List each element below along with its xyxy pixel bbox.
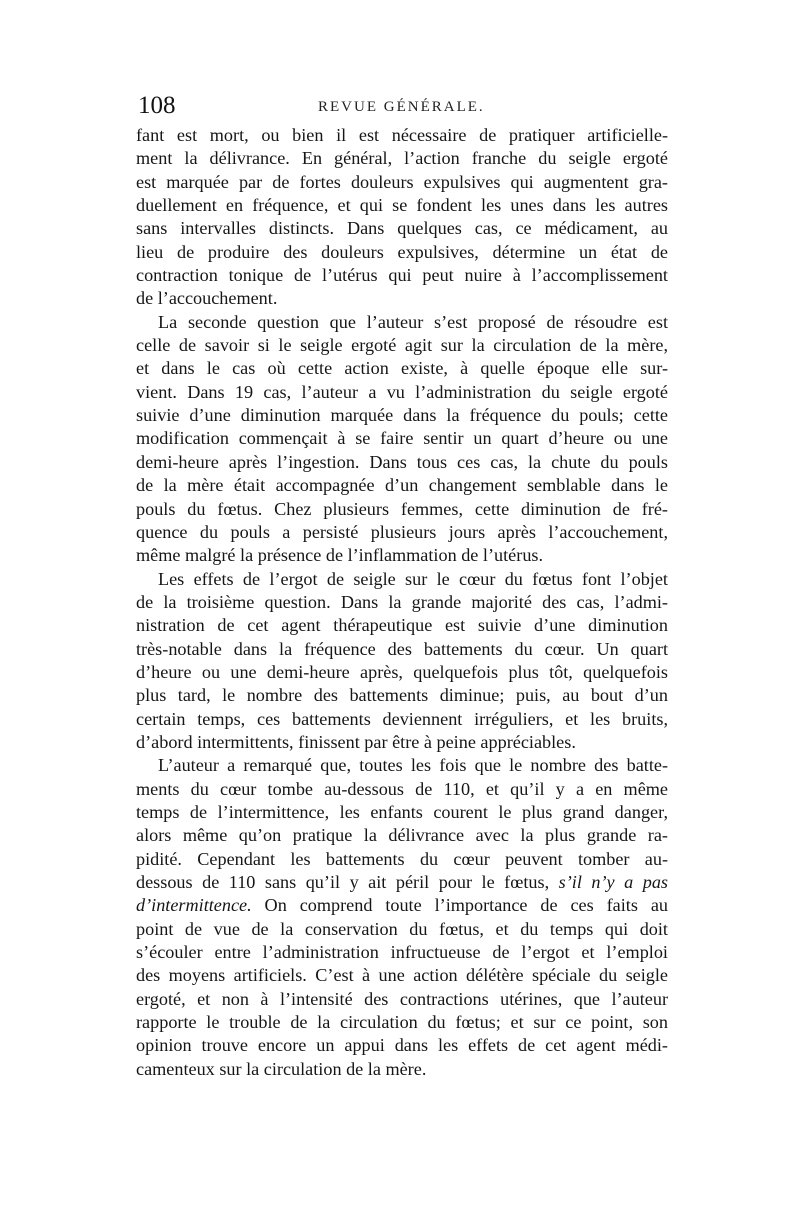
text-line: Les effets de l’ergot de seigle sur le cœur du fœtus font l’objet xyxy=(158,568,668,589)
page-header xyxy=(138,92,666,126)
text-line: de l’accouchement. xyxy=(136,288,278,309)
italic-text: s’il n’y a pas xyxy=(558,872,668,892)
text-line: celle de savoir si le seigle ergoté agit sur la circulation de la mère, xyxy=(136,335,668,356)
paragraph-3 xyxy=(136,568,668,755)
text-line: de la troisième question. Dans la grande majorité des cas, l’admi- xyxy=(136,591,668,612)
text-line: demi-heure après l’ingestion. Dans tous ces cas, la chute du pouls xyxy=(136,451,668,472)
text-line: ments du cœur tombe au-dessous de 110, et qu’il y a en même xyxy=(136,778,668,799)
text-run: dessous de 110 sans qu’il y ait péril pour le fœtus, xyxy=(136,872,559,892)
page-number: 108 xyxy=(138,92,176,119)
text-line: même malgré la présence de l’inflammation de l’utérus. xyxy=(136,545,544,566)
text-line: quence du pouls a persisté plusieurs jours après l’accouchement, xyxy=(136,521,668,542)
paragraph-2 xyxy=(136,311,668,568)
text-line: fant est mort, ou bien il est nécessaire de pratiquer artificielle- xyxy=(136,125,668,145)
text-line: sans intervalles distincts. Dans quelques cas, ce médicament, au xyxy=(136,218,668,239)
text-line: camenteux sur la circulation de la mère. xyxy=(136,1058,427,1079)
text-line: nistration de cet agent thérapeutique est suivie d’une diminution xyxy=(136,615,668,636)
text-line: des moyens artificiels. C’est à une action délétère spéciale du seigle xyxy=(136,965,668,986)
text-line: opinion trouve encore un appui dans les effets de cet agent médi- xyxy=(136,1035,668,1056)
italic-text: d’intermittence. xyxy=(136,895,252,916)
text-line: est marquée par de fortes douleurs expulsives qui augmentent gra- xyxy=(136,171,668,192)
body-text xyxy=(136,124,668,1081)
text-line: ment la délivrance. En général, l’action franche du seigle ergoté xyxy=(136,148,668,169)
text-line: alors même qu’on pratique la délivrance avec la plus grande ra- xyxy=(136,825,668,846)
text-line: temps de l’intermittence, les enfants courent le plus grand danger, xyxy=(136,801,668,822)
text-line: s’écouler entre l’administration infructueuse de l’ergot et l’emploi xyxy=(136,942,668,963)
text-line: certain temps, ces battements deviennent irréguliers, et les bruits, xyxy=(136,708,668,729)
text-line: et dans le cas où cette action existe, à quelle époque elle sur- xyxy=(136,358,668,379)
paragraph-4 xyxy=(136,754,668,1081)
text-run: On comprend toute l’importance de ces faits au xyxy=(251,895,668,916)
text-line: duellement en fréquence, et qui se fondent les unes dans les autres xyxy=(136,195,668,216)
paragraph-1 xyxy=(136,124,668,311)
text-line: ergoté, et non à l’intensité des contractions utérines, que l’auteur xyxy=(136,988,668,1009)
text-line: vient. Dans 19 cas, l’auteur a vu l’administration du seigle ergoté xyxy=(136,381,668,402)
text-line: d’abord intermittents, finissent par être à peine appréciables. xyxy=(136,731,576,752)
text-line: pidité. Cependant les battements du cœur peuvent tomber au- xyxy=(136,848,668,869)
text-line: modification commençait à se faire sentir un quart d’heure ou une xyxy=(136,428,668,449)
text-line: de la mère était accompagnée d’un changement semblable dans le xyxy=(136,475,668,496)
text-line: suivie d’une diminution marquée dans la fréquence du pouls; cette xyxy=(136,405,668,426)
text-line: d’heure ou une demi-heure après, quelquefois plus tôt, quelquefois xyxy=(136,661,668,682)
text-line: pouls du fœtus. Chez plusieurs femmes, cette diminution de fré- xyxy=(136,498,668,519)
text-line: contraction tonique de l’utérus qui peut nuire à l’accomplissement xyxy=(136,265,668,286)
text-line: lieu de produire des douleurs expulsives, détermine un état de xyxy=(136,241,668,262)
text-line xyxy=(136,871,668,894)
running-head: REVUE GÉNÉRALE. xyxy=(318,99,485,115)
text-line: L’auteur a remarqué que, toutes les fois que le nombre des batte- xyxy=(158,755,668,776)
text-line: très-notable dans la fréquence des battements du cœur. Un quart xyxy=(136,638,668,659)
text-line xyxy=(136,894,668,917)
text-line: point de vue de la conservation du fœtus, et du temps qui doit xyxy=(136,918,668,939)
text-line: La seconde question que l’auteur s’est proposé de résoudre est xyxy=(158,311,668,332)
text-line: plus tard, le nombre des battements diminue; puis, au bout d’un xyxy=(136,685,668,706)
text-line: rapporte le trouble de la circulation du fœtus; et sur ce point, son xyxy=(136,1012,668,1033)
